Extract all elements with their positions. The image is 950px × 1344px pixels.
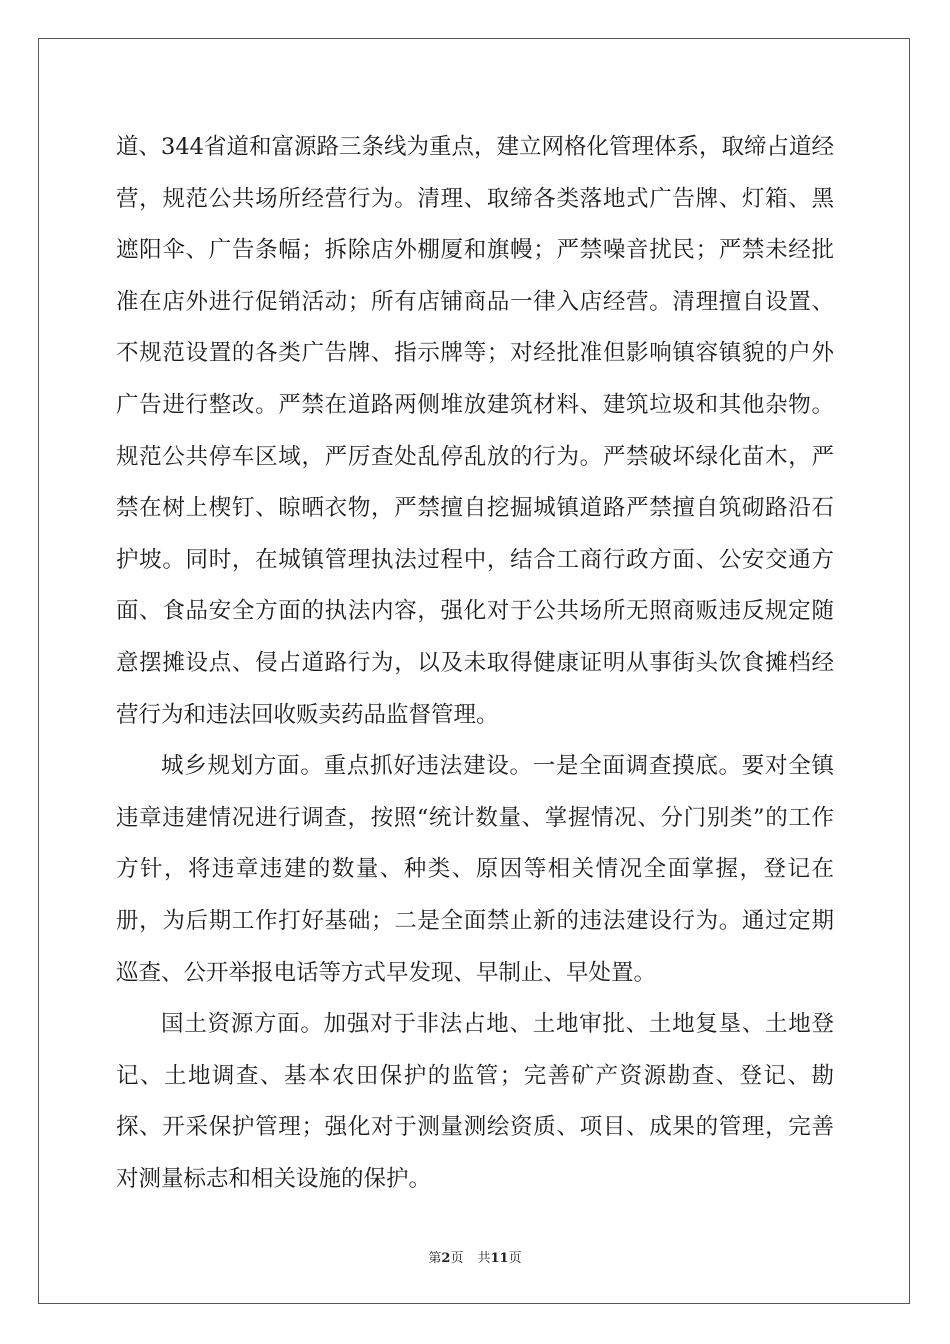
paragraph-urban-management: 道、344省道和富源路三条线为重点，建立网格化管理体系，取缔占道经营，规范公共场所经营行为。清理、取缔各类落地式广告牌、灯箱、黑遮阳伞、广告条幅；拆除店外棚厦和旗幔；严禁噪音扰民；严禁未经批准在店外进行促销活动；所有店铺商品一律入店经营。清理擅自设置、不规范设置的各类广告牌、指示牌等；对经批准但影响镇容镇貌的户外广告进行整改。严禁在道路两侧堆放建筑材料、建筑垃圾和其他杂物。规范公共停车区域，严厉查处乱停乱放的行为。严禁破坏绿化苗木，严禁在树上楔钉、晾晒衣物，严禁擅自挖掘城镇道路严禁擅自筑砌路沿石护坡。同时，在城镇管理执法过程中，结合工商行政方面、公安交通方面、食品安全方面的执法内容，强化对于公共场所无照商贩违反规定随意摆摊设点、侵占道路行为，以及未取得健康证明从事街头饮食摊档经营行为和违法回收贩卖药品监督管理。 [116, 134, 834, 728]
page-prefix: 第 [428, 1251, 442, 1266]
page-number: 2 [441, 1251, 451, 1266]
total-pages: 11 [490, 1251, 509, 1266]
total-suffix: 页 [508, 1251, 522, 1266]
page-suffix: 页 [450, 1251, 464, 1266]
paragraph-land-resources: 国土资源方面。加强对于非法占地、土地审批、土地复垦、土地登记、土地调查、基本农田保护的监管；完善矿产资源勘查、登记、勘探、开采保护管理；强化对于测量测绘资质、项目、成果的管理，完善对测量标志和相关设施的保护。 [116, 1011, 834, 1192]
paragraph-urban-planning: 城乡规划方面。重点抓好违法建设。一是全面调查摸底。要对全镇违章违建情况进行调查，按照“统计数量、掌握情况、分门别类”的工作方针，将违章违建的数量、种类、原因等相关情况全面掌握，登记在册，为后期工作打好基础；二是全面禁止新的违法建设行为。通过定期巡查、公开举报电话等方式早发现、早制止、早处置。 [116, 753, 834, 986]
document-body [116, 122, 834, 1205]
total-prefix: 共 [477, 1251, 491, 1266]
page-footer [0, 1247, 950, 1266]
